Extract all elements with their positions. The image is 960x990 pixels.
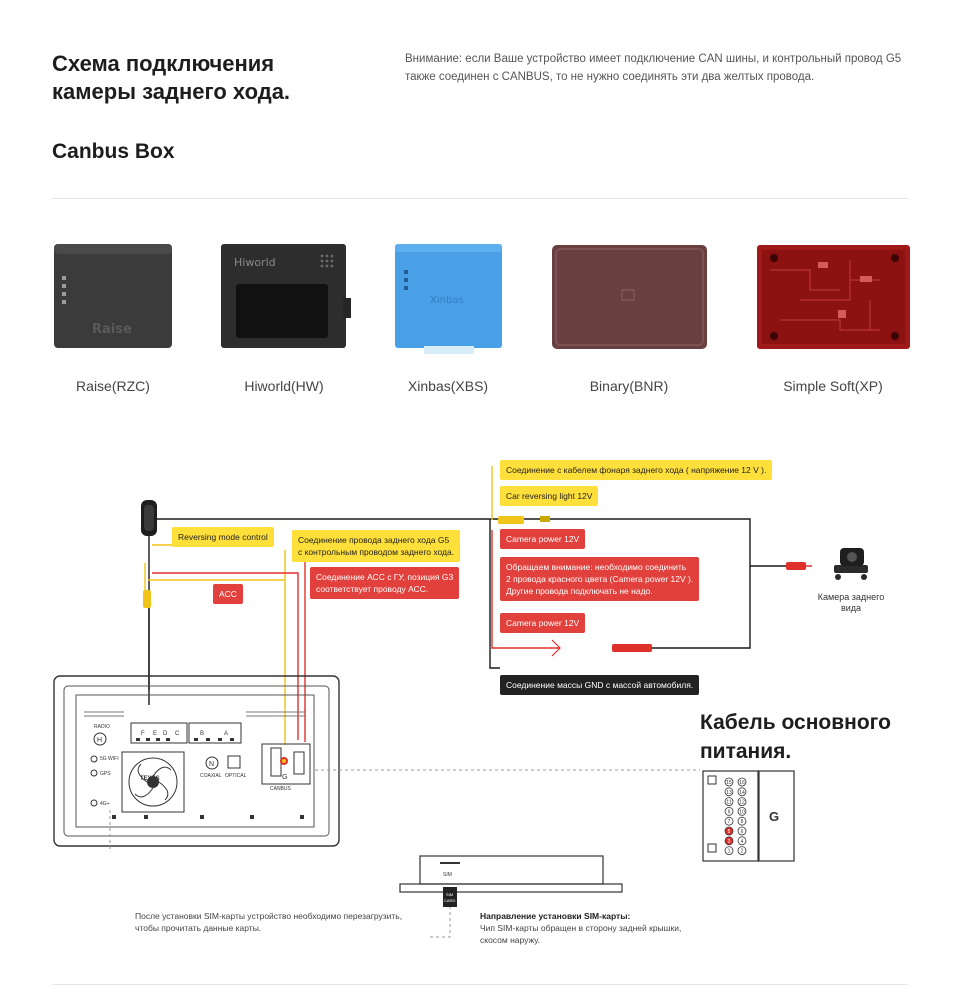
unit-wifi-label: 5G WIFI: [100, 756, 119, 762]
connector-pin-label-13: 13: [726, 789, 732, 796]
unit-f-label: F: [141, 731, 145, 737]
sim-restart-line-2: чтобы прочитать данные карты.: [135, 923, 262, 933]
rear-camera-label-line-1: Камера заднего: [817, 592, 885, 602]
sim-slot-graphic: [400, 856, 622, 907]
connector-pin-label-10: 10: [739, 809, 745, 816]
hiworld-brand-text: Hiworld: [234, 256, 276, 269]
divider-bottom: [52, 984, 908, 985]
unit-e-label: E: [153, 731, 158, 737]
tag-reversing-mode: Reversing mode control: [172, 527, 274, 547]
unit-radio-label: RADIO: [94, 724, 110, 730]
yellow-wires: [145, 466, 492, 745]
sim-direction-line-2: скосом наружу.: [480, 935, 541, 945]
tag-acc-connection: [310, 567, 459, 599]
unit-coaxial-label: COAXIAL: [200, 773, 222, 779]
main-power-connector: [703, 771, 794, 861]
canbus-label-xinbas: Xinbas(XBS): [407, 378, 489, 394]
connector-pin-label-8: 8: [740, 819, 744, 826]
connector-pin-label-11: 11: [726, 799, 732, 806]
unit-n-label: N: [209, 761, 215, 768]
sim-direction-line-1: Чип SIM-карты обращен в сторону задней крышки,: [480, 923, 682, 933]
sim-slot-label: SIM: [443, 872, 452, 878]
rear-camera-icon: [834, 548, 868, 580]
tag-g5-line-2: с контрольным проводом заднего хода.: [298, 547, 455, 557]
connector-pin-label-3: 3: [727, 838, 731, 845]
connector-pin-label-9: 9: [727, 809, 731, 816]
connector-pin-label-5: 5: [727, 829, 731, 835]
sim-restart-note: [135, 910, 402, 934]
canbus-label-simple-soft: Simple Soft(XP): [783, 378, 883, 394]
connector-pin-label-12: 12: [739, 799, 745, 806]
rear-camera-label-line-2: вида: [840, 603, 862, 613]
tag-attention: [500, 557, 699, 601]
xinbas-brand-text: Xinbas: [430, 295, 464, 306]
title-line-1: Схема подключения: [52, 51, 275, 76]
unit-b-label: B: [200, 731, 205, 737]
sim-direction-title: Направление установки SIM-карты:: [480, 911, 631, 921]
main-cable-line-1: Кабель основного: [700, 711, 891, 734]
connector-pin-label-7: 7: [727, 819, 731, 826]
tag-camera-power-2: Camera power 12V: [500, 613, 585, 633]
sim-direction-note: [480, 910, 681, 946]
unit-c-label: C: [175, 731, 180, 737]
unit-h-label: H: [97, 737, 103, 744]
notice-text: Внимание: если Ваше устройство имеет подключение CAN шины, и контрольный провод G5 также соединен с CANBUS, то не нужно соединять эти два желтых провода.: [405, 53, 902, 83]
canbus-label-raise: Raise(RZC): [76, 378, 150, 394]
tag-acc: ACC: [213, 584, 243, 604]
tag-g5-line-1: Соединение провода заднего хода G5: [298, 535, 450, 545]
tag-reversing-light-conn: Соединение с кабелем фонаря заднего хода ( напряжение 12 V ).: [500, 460, 772, 480]
connector-pin-label-15: 15: [726, 780, 732, 786]
connector-pins: [725, 778, 746, 855]
connector-pin-label-14: 14: [739, 789, 745, 796]
sim-card-label-2: CARD: [444, 898, 456, 903]
tag-g5-connection: [292, 530, 460, 562]
connector-pin-label-1: 1: [727, 848, 731, 855]
title-line-2: камеры заднего хода.: [52, 79, 291, 104]
connector-pin-label-4: 4: [740, 838, 744, 845]
rear-camera-label: [808, 592, 894, 614]
sim-restart-line-1: После установки SIM-карты устройство необходимо перезагрузить,: [135, 911, 403, 921]
unit-lte-label: 4G+: [100, 801, 110, 807]
main-cable-line-2: питания.: [700, 740, 792, 763]
tag-attention-line-3: Другие провода подключать не надо.: [506, 586, 653, 596]
tag-acc-line-1: Соединение АСС с ГУ, позиция G3: [316, 572, 454, 582]
connector-g-letter: G: [769, 809, 780, 824]
sim-card-label-1: SIM: [446, 892, 454, 897]
connector-pin-label-2: 2: [740, 848, 744, 855]
raise-brand-text: Raise: [92, 322, 132, 337]
canbus-box-title: Canbus Box: [52, 140, 175, 163]
head-unit-graphic: [54, 676, 339, 846]
unit-g-label: G: [282, 774, 288, 781]
tag-attention-line-2: 2 провода красного цвета (Camera power 12V ).: [506, 574, 694, 584]
unit-brand-label: TEYES: [140, 776, 160, 782]
connector-pin-label-6: 6: [740, 829, 744, 835]
main-cable-title: [700, 708, 891, 766]
canbus-label-hiworld: Hiworld(HW): [244, 378, 324, 394]
tag-car-reversing-light: Car reversing light 12V: [500, 486, 598, 506]
connector-pin-label-16: 16: [739, 780, 745, 786]
tag-acc-line-2: соответствует проводу АСС.: [316, 584, 429, 594]
unit-a-label: A: [224, 731, 229, 737]
unit-d-label: D: [163, 731, 168, 737]
tag-attention-line-1: Обращаем внимание: необходимо соединить: [506, 562, 687, 572]
canbus-label-binary: Binary(BNR): [589, 378, 669, 394]
tag-camera-power-1: Camera power 12V: [500, 529, 585, 549]
unit-optical-label: OPTICAL: [225, 773, 247, 779]
unit-gps-label: GPS: [100, 771, 111, 777]
tag-gnd: Соединение массы GND с массой автомобиля.: [500, 675, 699, 695]
wire-plugs: [141, 500, 806, 656]
unit-canbus-label: CANBUS: [270, 786, 291, 792]
